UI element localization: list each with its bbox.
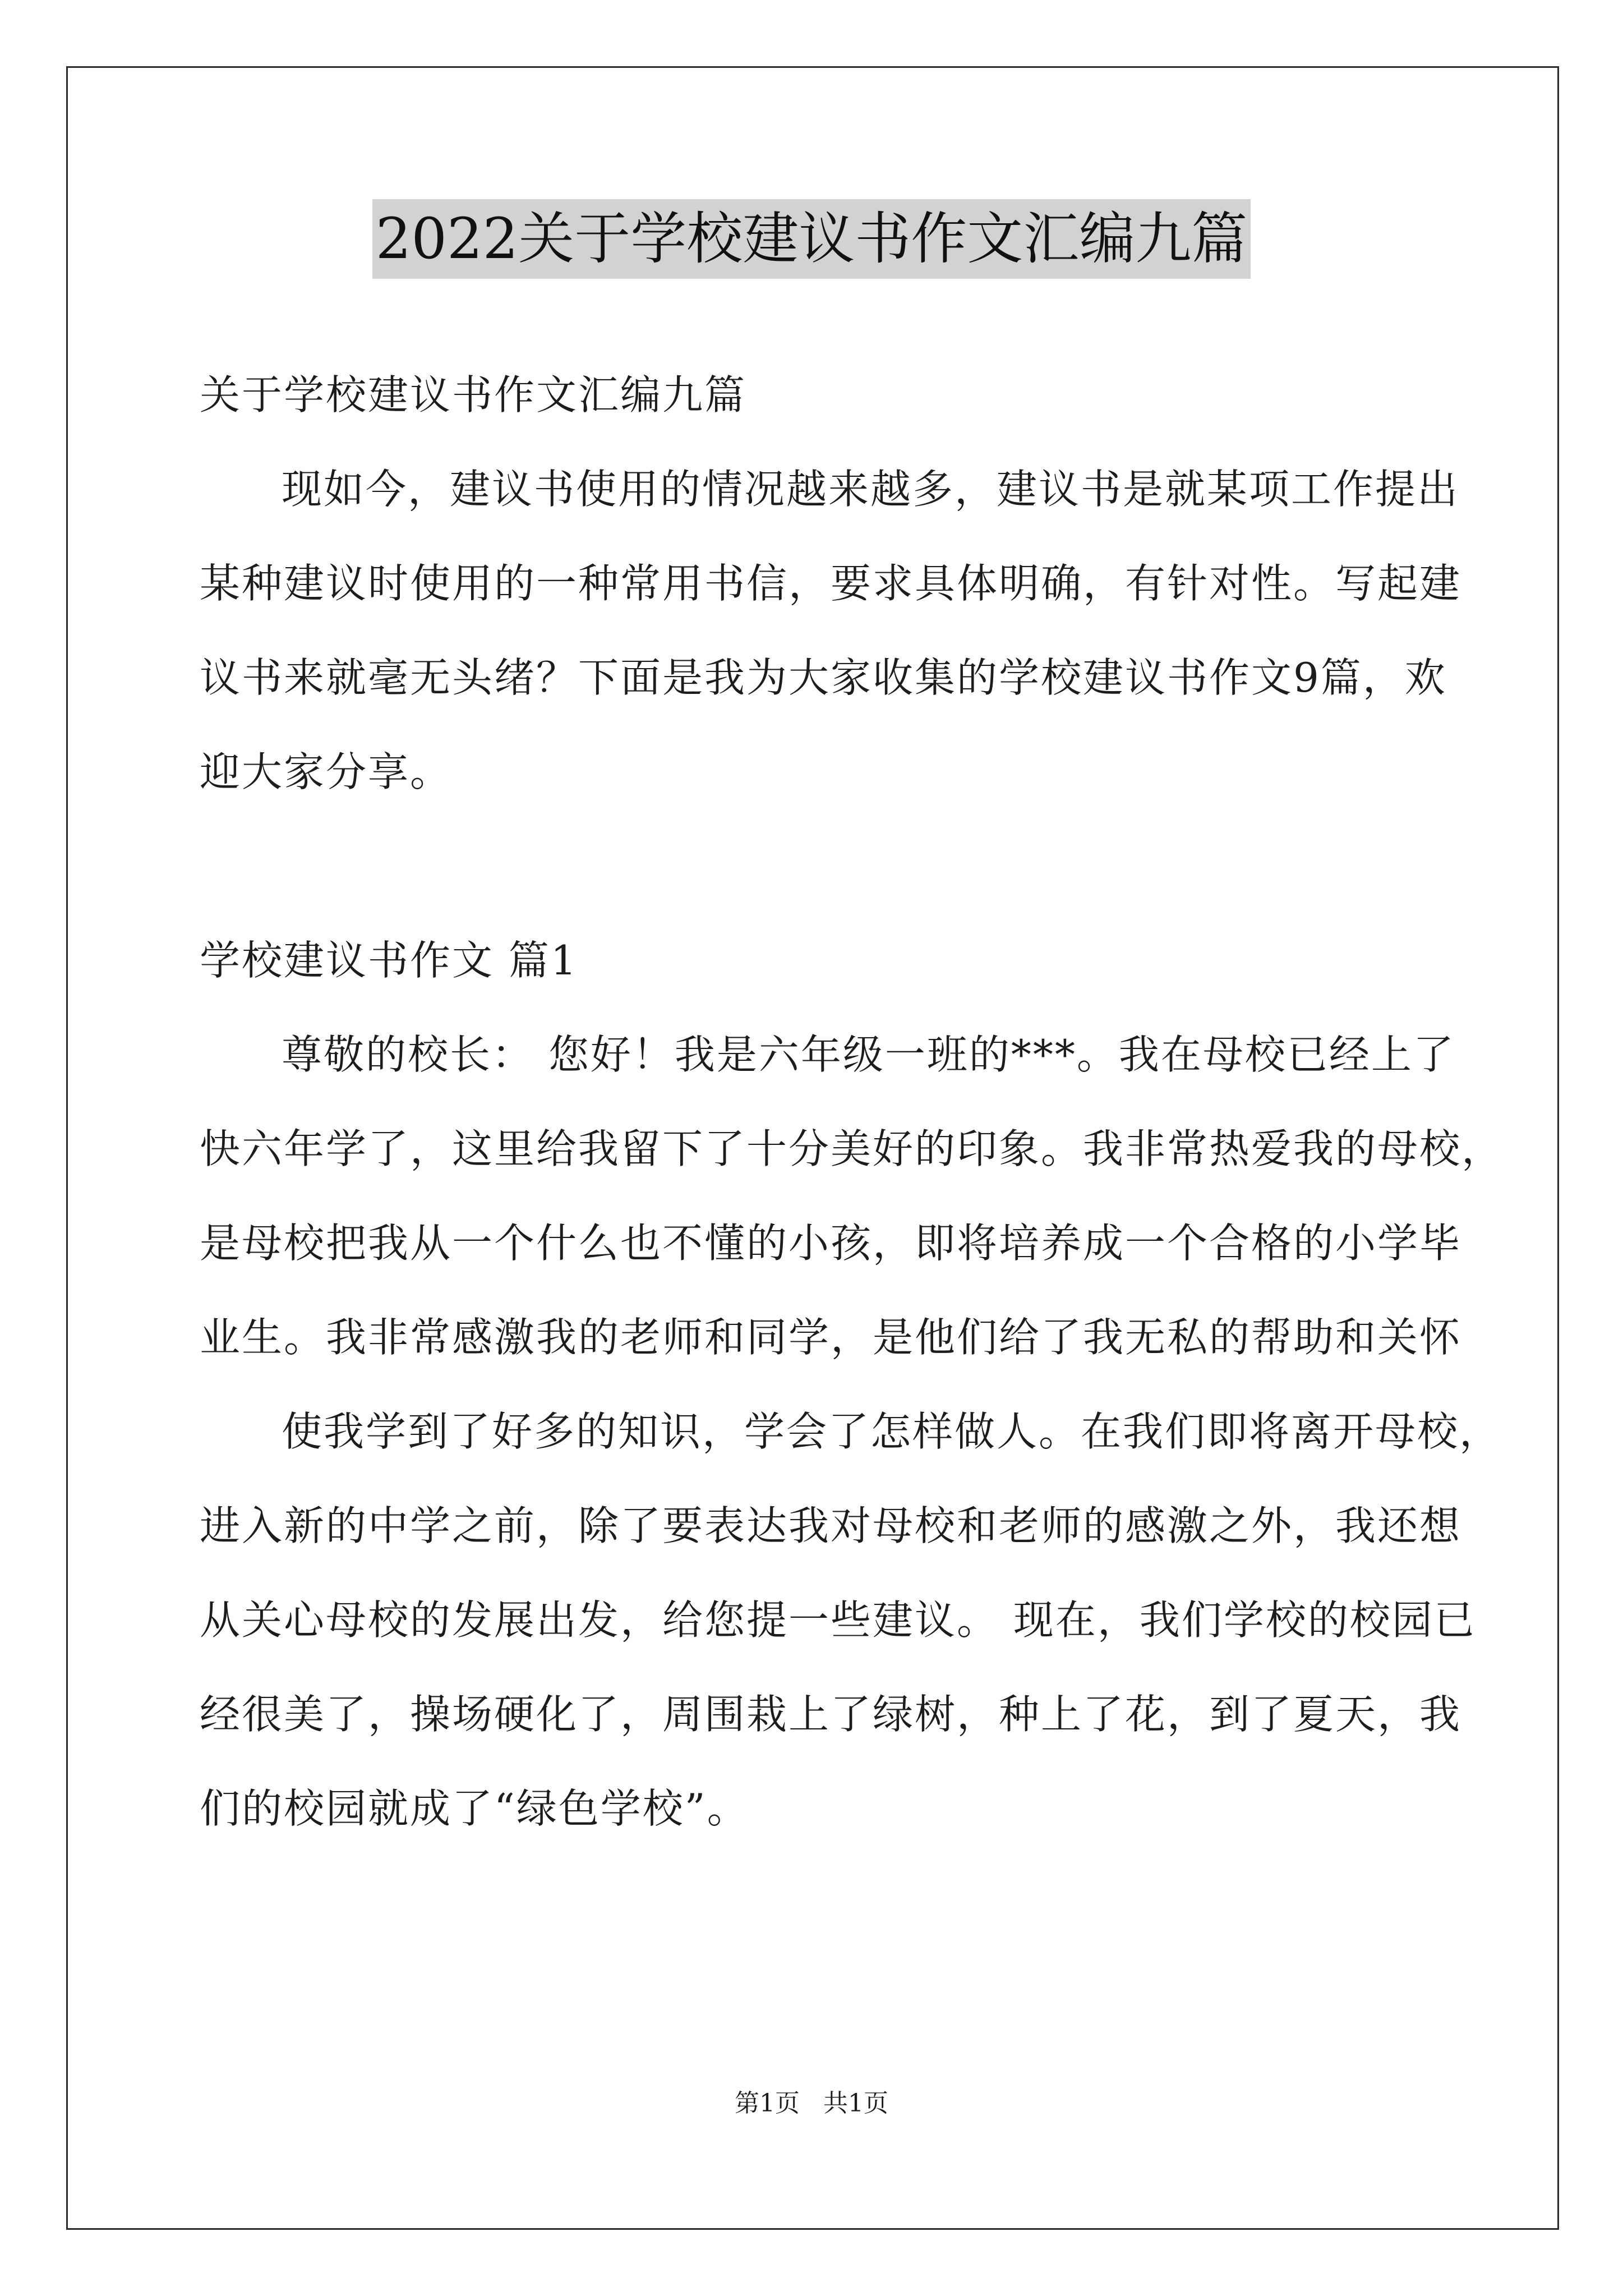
document-body (200, 348, 1504, 1856)
paragraph-line: 使我学到了好多的知识，学会了怎样做人。在我们即将离开母校， (282, 1408, 1502, 1455)
paragraph-line: 们的校园就成了“绿色学校”。 (200, 1785, 749, 1832)
paragraph-line: 经很美了，操场硬化了，周围栽上了绿树，种上了花，到了夏天，我 (200, 1691, 1462, 1738)
paragraph-line: 业生。我非常感激我的老师和同学，是他们给了我无私的帮助和关怀 (200, 1314, 1462, 1361)
paragraph-line: 从关心母校的发展出发，给您提一些建议。 现在，我们学校的校园已 (200, 1596, 1476, 1644)
subtitle-line: 关于学校建议书作文汇编九篇 (200, 371, 747, 418)
paragraph-line: 进入新的中学之前，除了要表达我对母校和老师的感激之外，我还想 (200, 1502, 1462, 1549)
paragraph-line: 尊敬的校长： 您好！我是六年级一班的***。我在母校已经上了 (282, 1031, 1455, 1078)
page-number: 第1页 (735, 2089, 800, 2118)
paragraph-line: 是母校把我从一个什么也不懂的小孩，即将培养成一个合格的小学毕 (200, 1220, 1462, 1267)
spacer (200, 819, 1439, 913)
document-title: 2022关于学校建议书作文汇编九篇 (372, 199, 1251, 279)
title-container (0, 199, 1623, 279)
paragraph-line: 快六年学了，这里给我留下了十分美好的印象。我非常热爱我的母校， (200, 1125, 1504, 1172)
page-total: 共1页 (823, 2089, 888, 2118)
paragraph-line: 议书来就毫无头绪？下面是我为大家收集的学校建议书作文9篇，欢 (200, 654, 1447, 701)
paragraph-line: 迎大家分享。 (200, 748, 453, 795)
paragraph-line: 某种建议时使用的一种常用书信，要求具体明确，有针对性。写起建 (200, 560, 1462, 607)
paragraph-line: 现如今，建议书使用的情况越来越多，建议书是就某项工作提出 (282, 466, 1460, 513)
section-heading: 学校建议书作文 篇1 (200, 937, 578, 984)
page-footer (0, 2087, 1623, 2120)
